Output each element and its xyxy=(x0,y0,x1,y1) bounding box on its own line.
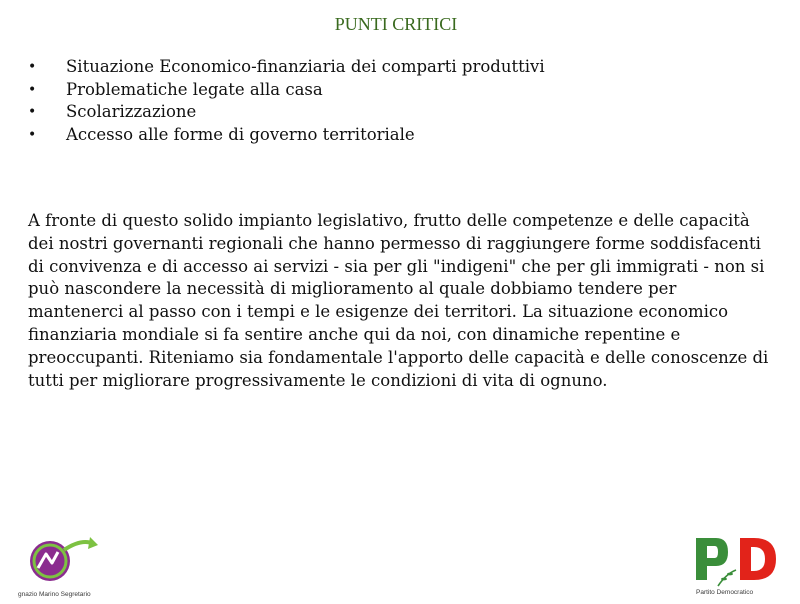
body-paragraph: A fronte di questo solido impianto legislativo, frutto delle competenze e delle capacità dei nostri governanti regionali che hanno permesso di raggiungere forme soddisfacenti di convivenza e di accesso ai servizi - sia per gli "indigeni" che per gli immigrati - non si può nascondere la necessità di miglioramento al quale dobbiamo tendere per mantenerci al passo con i tempi e le esigenze dei territori. La situazione economico finanziaria mondiale si fa sentire anche qui da noi, con dinamiche repentine e preoccupanti. Riteniamo sia fondamentale l'apporto delle capacità e delle conoscenze di tutti per migliorare progressivamente le condizioni di vita di ognuno. xyxy=(28,211,769,390)
bullet-item: • Scolarizzazione xyxy=(28,101,545,124)
bullet-item: • Problematiche legate alla casa xyxy=(28,79,545,102)
pd-party-logo-icon xyxy=(688,530,788,600)
pd-logo xyxy=(688,530,788,600)
bullet-item: • Situazione Economico-finanziaria dei comparti produttivi xyxy=(28,56,545,79)
logo-caption: Partito Democratico xyxy=(696,589,754,596)
page-title: PUNTI CRITICI xyxy=(334,14,458,34)
bullet-item: • Accesso alle forme di governo territoriale xyxy=(28,124,545,147)
arrow-circle-logo-icon xyxy=(14,530,114,600)
logo-caption: gnazio Marino Segretario xyxy=(18,591,91,598)
marino-logo xyxy=(14,530,114,600)
bullet-list xyxy=(28,56,545,146)
